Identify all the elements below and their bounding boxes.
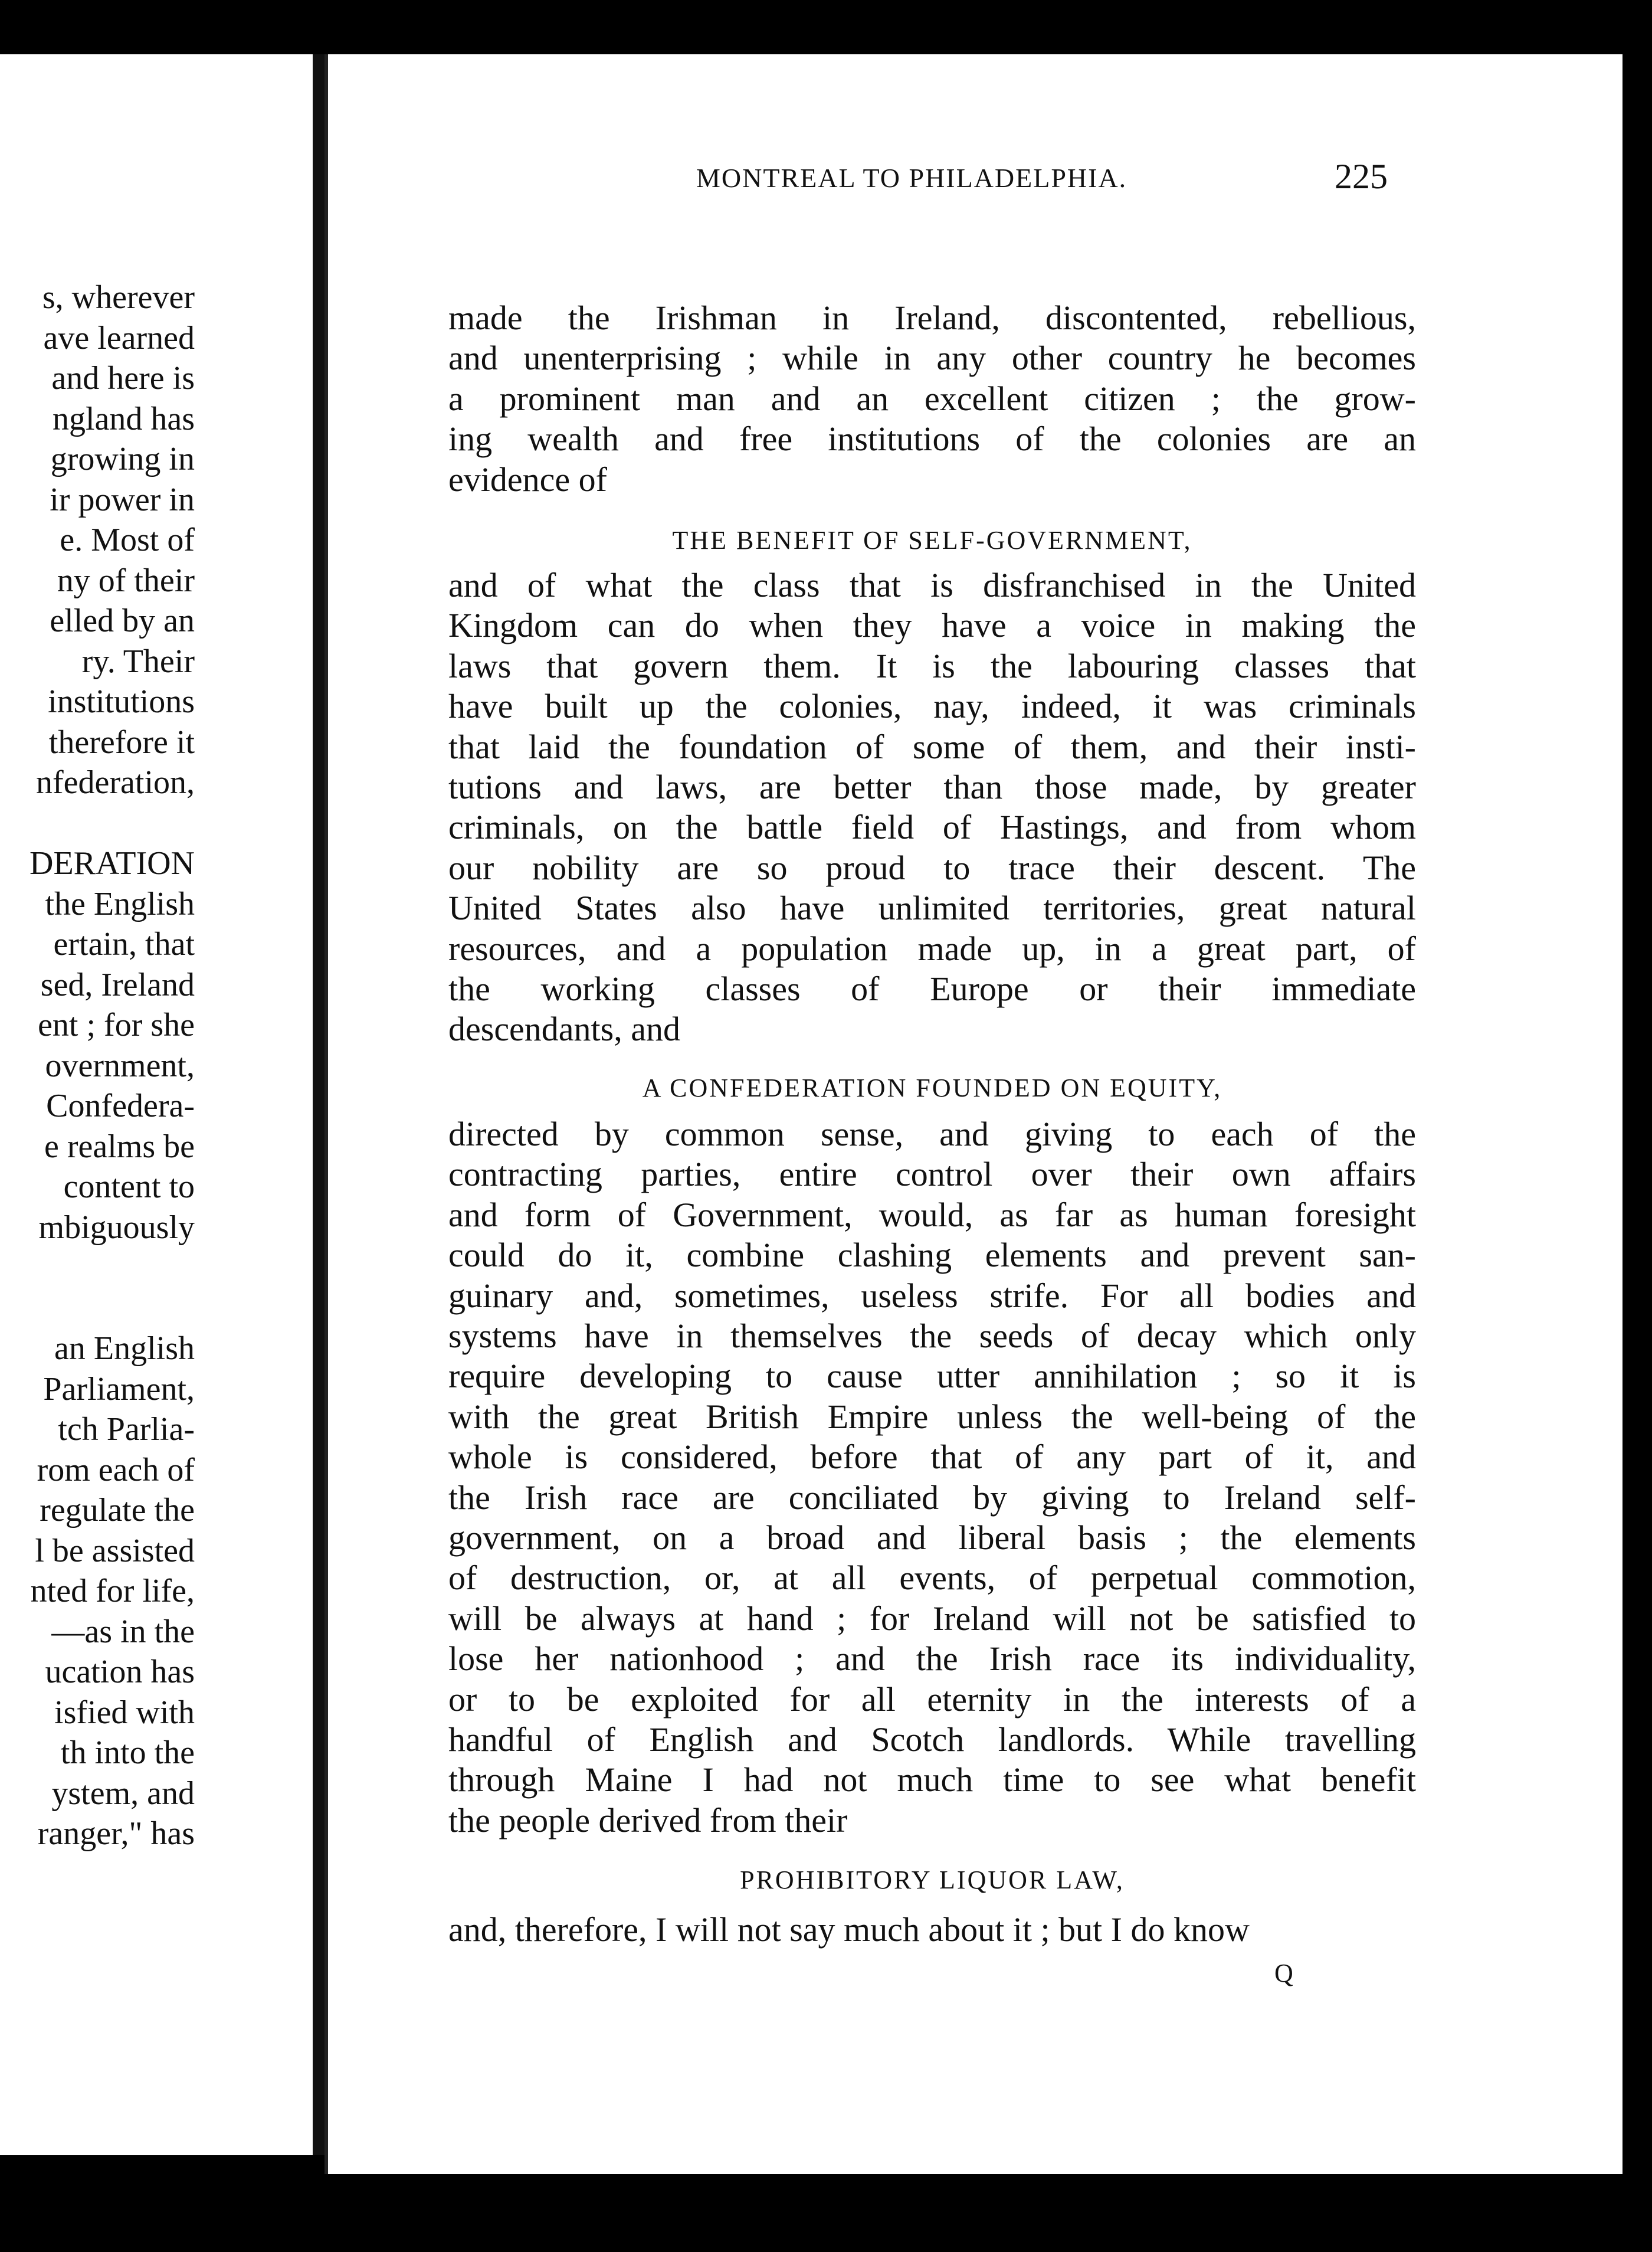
body-text-line: have built up the colonies, nay, indeed, it was criminals [448, 687, 1416, 726]
left-page-line: ny of their [57, 562, 195, 599]
left-page-line: regulate the [40, 1492, 195, 1528]
body-text-line: evidence of [448, 460, 607, 499]
body-text-line: and, therefore, I will not say much about it ; but I do know [448, 1910, 1250, 1949]
left-page-line: sed, Ireland [40, 966, 195, 1003]
left-page-line: isfied with [54, 1694, 195, 1731]
left-page-line: overnment, [45, 1047, 195, 1084]
body-text-line: guinary and, sometimes, useless strife. For all bodies and [448, 1276, 1416, 1315]
body-text-line: whole is considered, before that of any part of it, and [448, 1438, 1416, 1477]
left-page-line: nfederation, [36, 764, 195, 801]
left-page-line: ucation has [45, 1654, 195, 1690]
body-text-line: contracting parties, entire control over their own affairs [448, 1155, 1416, 1194]
body-text-line: lose her nationhood ; and the Irish race its individuality, [448, 1639, 1416, 1678]
body-text-line: or to be exploited for all eternity in the interests of a [448, 1680, 1416, 1719]
section-heading: PROHIBITORY LIQUOR LAW, [740, 1865, 1125, 1894]
section-heading: THE BENEFIT OF SELF-GOVERNMENT, [672, 526, 1192, 555]
body-text-line: ing wealth and free institutions of the colonies are an [448, 420, 1416, 459]
body-text-line: criminals, on the battle field of Hastings, and from whom [448, 808, 1416, 847]
body-text-line: laws that govern them. It is the labouring classes that [448, 646, 1416, 685]
body-text-line: resources, and a population made up, in a great part, of [448, 929, 1416, 968]
body-text-line: that laid the foundation of some of them, and their insti- [448, 727, 1416, 766]
body-text-line: the working classes of Europe or their immediate [448, 970, 1416, 1008]
body-text-line: tutions and laws, are better than those made, by greater [448, 768, 1416, 806]
left-page-line: ranger," has [37, 1815, 195, 1852]
left-page-line: ystem, and [51, 1775, 195, 1812]
left-page-line: —as in the [51, 1613, 195, 1650]
body-text-line: could do it, combine clashing elements and prevent san- [448, 1236, 1416, 1275]
left-page-line: ertain, that [53, 926, 195, 963]
left-page-line: l be assisted [35, 1532, 195, 1569]
left-page-line: ent ; for she [38, 1007, 195, 1043]
body-text-line: and form of Government, would, as far as human foresight [448, 1195, 1416, 1234]
body-text-line: require developing to cause utter annihilation ; so it is [448, 1357, 1416, 1396]
left-page-line: Parliament, [43, 1370, 195, 1408]
left-page-line: e realms be [44, 1128, 195, 1165]
left-page-line: nted for life, [30, 1573, 195, 1609]
body-text-line: United States also have unlimited territories, great natural [448, 889, 1416, 928]
body-text-line: through Maine I had not much time to see what benefit [448, 1760, 1416, 1799]
left-page-line: th into the [60, 1734, 195, 1771]
body-text-line: Kingdom can do when they have a voice in making the [448, 606, 1416, 645]
left-page-line: e. Most of [60, 522, 195, 558]
left-page-line: growing in [50, 441, 195, 477]
body-text-line: with the great British Empire unless the well-being of the [448, 1397, 1416, 1436]
book-gutter [313, 54, 324, 2155]
left-page-line: DERATION [30, 845, 195, 882]
body-text-line: will be always at hand ; for Ireland will not be satisfied to [448, 1599, 1416, 1638]
body-text-line: descendants, and [448, 1010, 680, 1049]
left-page-line: the English [45, 885, 195, 922]
left-page-line: rom each of [37, 1451, 195, 1488]
left-page-line: s, wherever [42, 279, 195, 316]
body-text-line: handful of English and Scotch landlords. While travelling [448, 1720, 1416, 1759]
body-text-line: the people derived from their [448, 1801, 848, 1839]
body-text-line: systems have in themselves the seeds of decay which only [448, 1317, 1416, 1355]
body-text-line: a prominent man and an excellent citizen ; the grow- [448, 379, 1416, 418]
left-page-line: ir power in [50, 481, 195, 518]
section-heading: A CONFEDERATION FOUNDED ON EQUITY, [642, 1073, 1222, 1102]
body-text-line: government, on a broad and liberal basis ; the elements [448, 1518, 1416, 1557]
page-edge [324, 54, 328, 2174]
left-page-line: institutions [48, 683, 195, 720]
body-text-line: our nobility are so proud to trace their descent. The [448, 848, 1416, 887]
body-text-line: made the Irishman in Ireland, discontented, rebellious, [448, 299, 1416, 337]
left-page-line: Confedera- [46, 1088, 195, 1124]
left-page-line: therefore it [48, 724, 195, 761]
page-number: 225 [1335, 157, 1388, 196]
signature-mark: Q [1274, 1959, 1293, 1988]
left-page-line: mbiguously [38, 1209, 195, 1246]
body-text-line: directed by common sense, and giving to each of the [448, 1115, 1416, 1153]
left-page-line: content to [63, 1168, 195, 1205]
body-text-line: and unenterprising ; while in any other country he becomes [448, 339, 1416, 378]
body-text-line: and of what the class that is disfranchised in the United [448, 566, 1416, 604]
left-page-line: ave learned [43, 319, 195, 356]
left-page-line: and here is [51, 360, 195, 397]
body-text-line: the Irish race are conciliated by giving to Ireland self- [448, 1478, 1416, 1517]
left-page-line: an English [54, 1330, 195, 1367]
running-header: MONTREAL TO PHILADELPHIA. [696, 163, 1127, 193]
body-text-line: of destruction, or, at all events, of perpetual commotion, [448, 1559, 1416, 1598]
left-page-line: tch Parlia- [58, 1411, 195, 1448]
left-page-line: elled by an [50, 603, 195, 639]
left-page-line: ngland has [52, 400, 195, 437]
left-page-line: ry. Their [81, 643, 195, 680]
